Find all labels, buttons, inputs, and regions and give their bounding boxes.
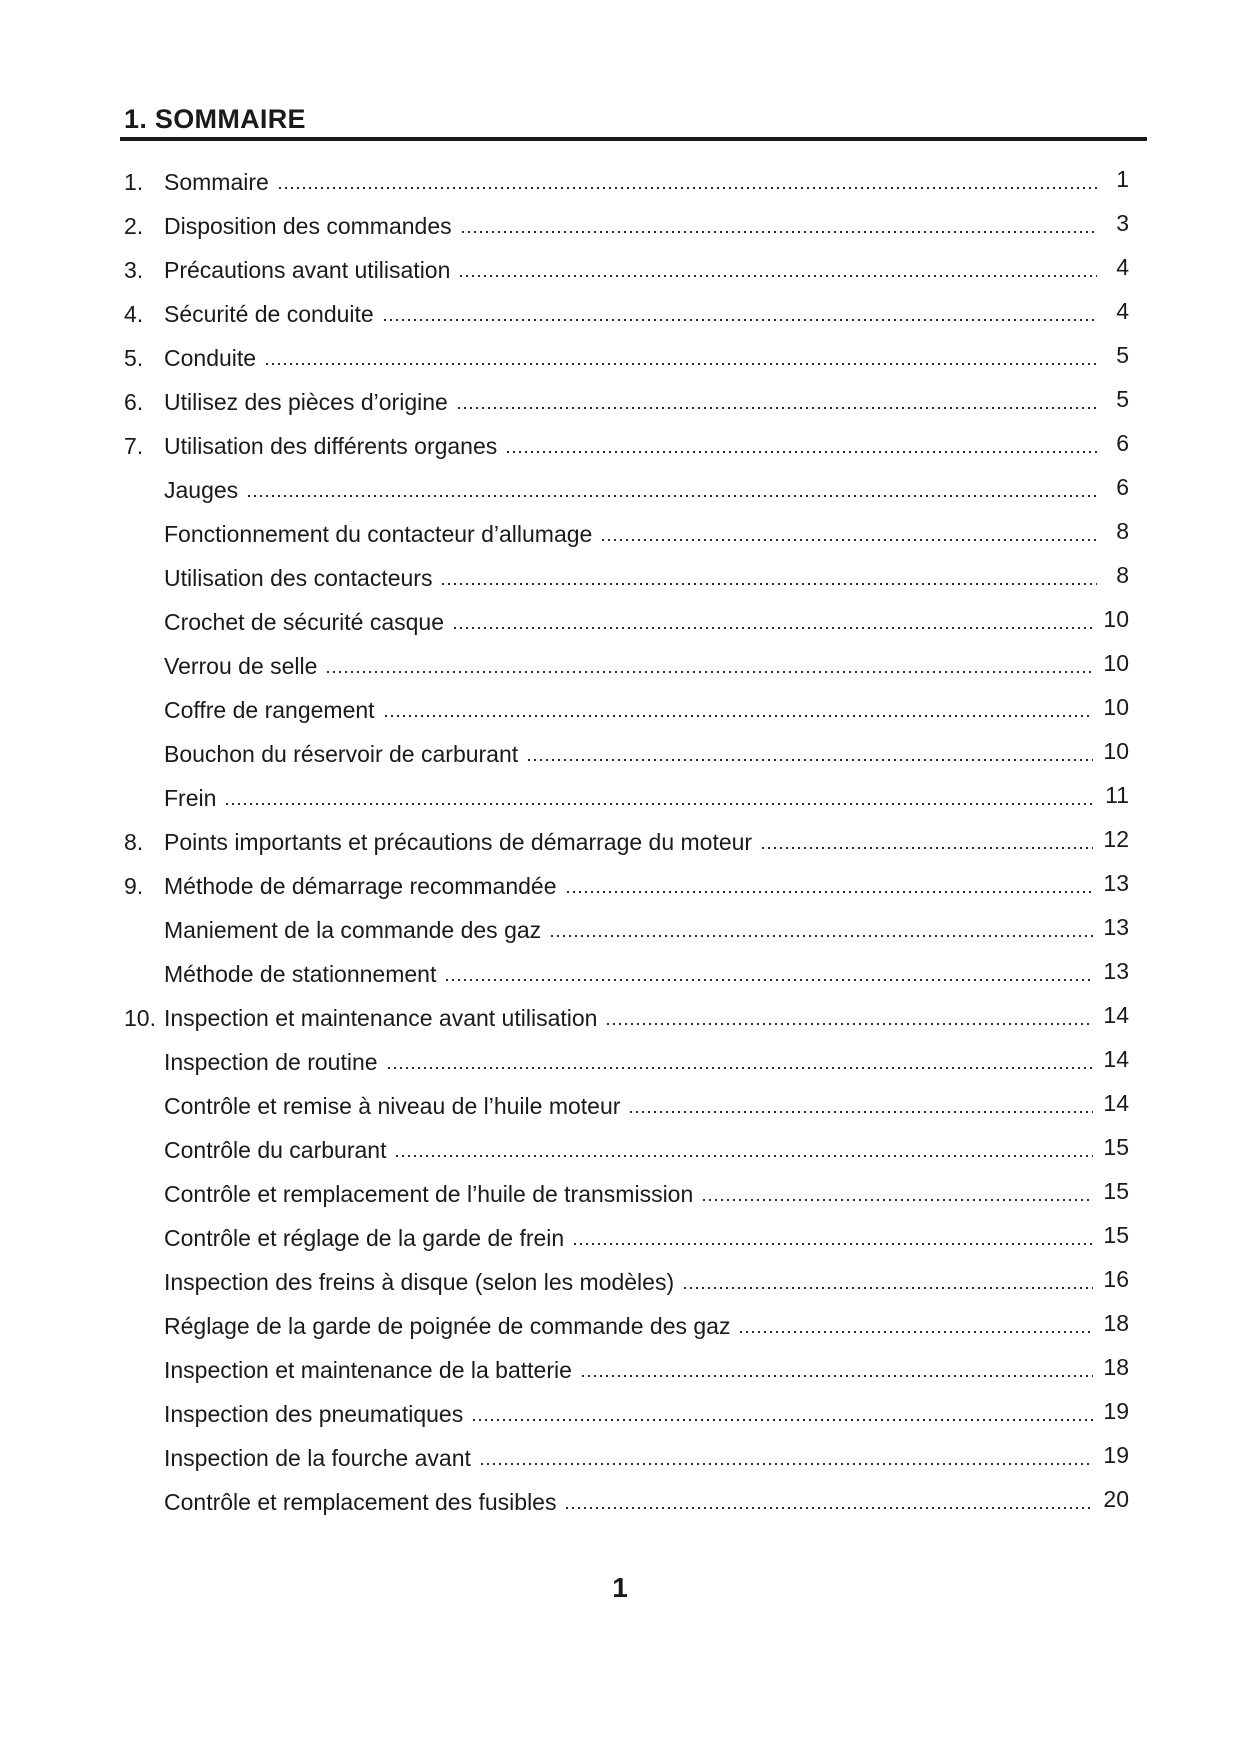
toc-entry-label: Contrôle et remplacement des fusibles [164, 1489, 557, 1515]
dot-leader [565, 891, 1094, 893]
toc-entry [124, 1392, 1129, 1436]
toc-entry-page: 13 [1103, 958, 1129, 984]
dot-leader [471, 1419, 1093, 1421]
toc-entry-label: Utilisation des différents organes [164, 433, 498, 459]
toc-entry [124, 1436, 1129, 1480]
toc-entry-label: Frein [164, 785, 217, 811]
dot-leader [580, 1375, 1094, 1377]
toc-entry-page: 10 [1103, 650, 1129, 676]
toc-entry-label: Réglage de la garde de poignée de commande des gaz [164, 1313, 731, 1339]
toc-entry [124, 248, 1129, 292]
dot-leader [277, 187, 1097, 189]
toc-entry-page: 20 [1103, 1486, 1129, 1512]
toc-entry-number: 10. [124, 1005, 156, 1031]
toc-entry-label: Utilisation des contacteurs [164, 565, 433, 591]
dot-leader [479, 1463, 1094, 1465]
dot-leader [682, 1287, 1093, 1289]
dot-leader [383, 715, 1094, 717]
toc-entry-number: 9. [124, 873, 144, 899]
toc-entry-page: 19 [1103, 1398, 1129, 1424]
toc-entry [124, 1172, 1129, 1216]
toc-entry-page: 14 [1103, 1002, 1129, 1028]
dot-leader [394, 1155, 1093, 1157]
toc-entry-page: 10 [1103, 738, 1129, 764]
toc-entry-page: 4 [1116, 298, 1129, 324]
toc-entry-number: 1. [124, 169, 144, 195]
toc-entry-page: 4 [1116, 254, 1129, 280]
toc-entry [124, 204, 1129, 248]
toc-entry-label: Contrôle et remplacement de l’huile de transmission [164, 1181, 694, 1207]
toc-entry [124, 292, 1129, 336]
toc-entry [124, 732, 1129, 776]
dot-leader [605, 1023, 1093, 1025]
page-title: 1. SOMMAIRE [124, 104, 306, 134]
toc-entry-page: 13 [1103, 914, 1129, 940]
toc-entry-label: Contrôle et réglage de la garde de frein [164, 1225, 565, 1251]
toc-entry-page: 14 [1103, 1046, 1129, 1072]
toc-entry-label: Bouchon du réservoir de carburant [164, 741, 519, 767]
dot-leader [458, 275, 1097, 277]
toc-entry [124, 512, 1129, 556]
dot-leader [760, 847, 1093, 849]
toc-entry-page: 10 [1103, 606, 1129, 632]
toc-entry-label: Inspection des freins à disque (selon les modèles) [164, 1269, 675, 1295]
dot-leader [572, 1243, 1093, 1245]
toc-entry-number: 2. [124, 213, 144, 239]
toc-entry [124, 336, 1129, 380]
toc-entry-label: Disposition des commandes [164, 213, 452, 239]
toc-entry-label: Inspection et maintenance avant utilisation [164, 1005, 598, 1031]
dot-leader [738, 1331, 1093, 1333]
toc-entry-number: 5. [124, 345, 144, 371]
dot-leader [386, 1067, 1094, 1069]
dot-leader [325, 671, 1093, 673]
toc-entry-page: 13 [1103, 870, 1129, 896]
toc-entry-page: 6 [1116, 430, 1129, 456]
toc-entry-page: 14 [1103, 1090, 1129, 1116]
toc-entry-label: Inspection de routine [164, 1049, 378, 1075]
toc-entry-page: 15 [1103, 1178, 1129, 1204]
toc-entry [124, 820, 1129, 864]
toc-entry-page: 19 [1103, 1442, 1129, 1468]
toc-entry [124, 160, 1129, 204]
toc-entry-page: 8 [1116, 562, 1129, 588]
page-number: 1 [612, 1572, 628, 1603]
toc-entry-page: 11 [1105, 782, 1129, 808]
toc-entry-label: Coffre de rangement [164, 697, 375, 723]
toc-entry [124, 1128, 1129, 1172]
dot-leader [224, 803, 1095, 805]
toc-entry-label: Conduite [164, 345, 257, 371]
toc-entry [124, 1040, 1129, 1084]
dot-leader [460, 231, 1097, 233]
toc-entry-number: 4. [124, 301, 144, 327]
toc-entry-label: Méthode de stationnement [164, 961, 437, 987]
toc-entry-page: 18 [1103, 1310, 1129, 1336]
toc-entry-page: 5 [1116, 386, 1129, 412]
toc-entry-page: 16 [1103, 1266, 1129, 1292]
toc-entry-page: 10 [1103, 694, 1129, 720]
dot-leader [701, 1199, 1093, 1201]
dot-leader [526, 759, 1093, 761]
dot-leader [246, 495, 1097, 497]
toc-entry-label: Jauges [164, 477, 239, 503]
toc-entry [124, 1480, 1129, 1524]
toc-entry-page: 8 [1116, 518, 1129, 544]
dot-leader [505, 451, 1097, 453]
toc-entry [124, 380, 1129, 424]
toc-entry [124, 600, 1129, 644]
toc-entry-page: 6 [1116, 474, 1129, 500]
toc-entry-label: Contrôle du carburant [164, 1137, 387, 1163]
toc-entry [124, 424, 1129, 468]
toc-entry-label: Maniement de la commande des gaz [164, 917, 542, 943]
toc-entry [124, 1216, 1129, 1260]
toc-entry [124, 556, 1129, 600]
dot-leader [549, 935, 1093, 937]
toc-entry-number: 8. [124, 829, 144, 855]
toc-entry-label: Fonctionnement du contacteur d’allumage [164, 521, 593, 547]
dot-leader [564, 1507, 1093, 1509]
toc-entry [124, 1304, 1129, 1348]
toc-entry-label: Crochet de sécurité casque [164, 609, 444, 635]
toc-entry-page: 15 [1103, 1134, 1129, 1160]
toc-entry-page: 12 [1103, 826, 1129, 852]
dot-leader [440, 583, 1097, 585]
toc-entry-label: Utilisez des pièces d’origine [164, 389, 448, 415]
title-underline [120, 137, 1147, 141]
toc-entry-page: 15 [1103, 1222, 1129, 1248]
toc-entry [124, 644, 1129, 688]
toc-entry [124, 908, 1129, 952]
toc-entry-label: Contrôle et remise à niveau de l’huile moteur [164, 1093, 621, 1119]
dot-leader [600, 539, 1097, 541]
toc-entry [124, 864, 1129, 908]
toc-entry [124, 1348, 1129, 1392]
toc-entry-page: 3 [1116, 210, 1129, 236]
toc-entry-label: Méthode de démarrage recommandée [164, 873, 557, 899]
table-of-contents [124, 160, 1129, 1524]
toc-entry [124, 996, 1129, 1040]
toc-entry-label: Sécurité de conduite [164, 301, 374, 327]
toc-entry [124, 1084, 1129, 1128]
toc-entry-page: 18 [1103, 1354, 1129, 1380]
toc-entry-label: Inspection des pneumatiques [164, 1401, 464, 1427]
dot-leader [452, 627, 1093, 629]
toc-entry-label: Inspection et maintenance de la batterie [164, 1357, 572, 1383]
toc-entry [124, 468, 1129, 512]
toc-entry [124, 776, 1129, 820]
dot-leader [382, 319, 1097, 321]
toc-entry-label: Verrou de selle [164, 653, 318, 679]
dot-leader [444, 979, 1093, 981]
toc-entry [124, 952, 1129, 996]
toc-entry-label: Précautions avant utilisation [164, 257, 451, 283]
dot-leader [456, 407, 1097, 409]
toc-entry-label: Points importants et précautions de démarrage du moteur [164, 829, 753, 855]
toc-entry-label: Sommaire [164, 169, 269, 195]
toc-entry-number: 7. [124, 433, 144, 459]
toc-entry-page: 5 [1116, 342, 1129, 368]
toc-entry [124, 1260, 1129, 1304]
dot-leader [628, 1111, 1093, 1113]
dot-leader [264, 363, 1097, 365]
toc-entry [124, 688, 1129, 732]
toc-entry-page: 1 [1116, 166, 1129, 192]
toc-entry-label: Inspection de la fourche avant [164, 1445, 471, 1471]
toc-entry-number: 6. [124, 389, 144, 415]
toc-entry-number: 3. [124, 257, 144, 283]
